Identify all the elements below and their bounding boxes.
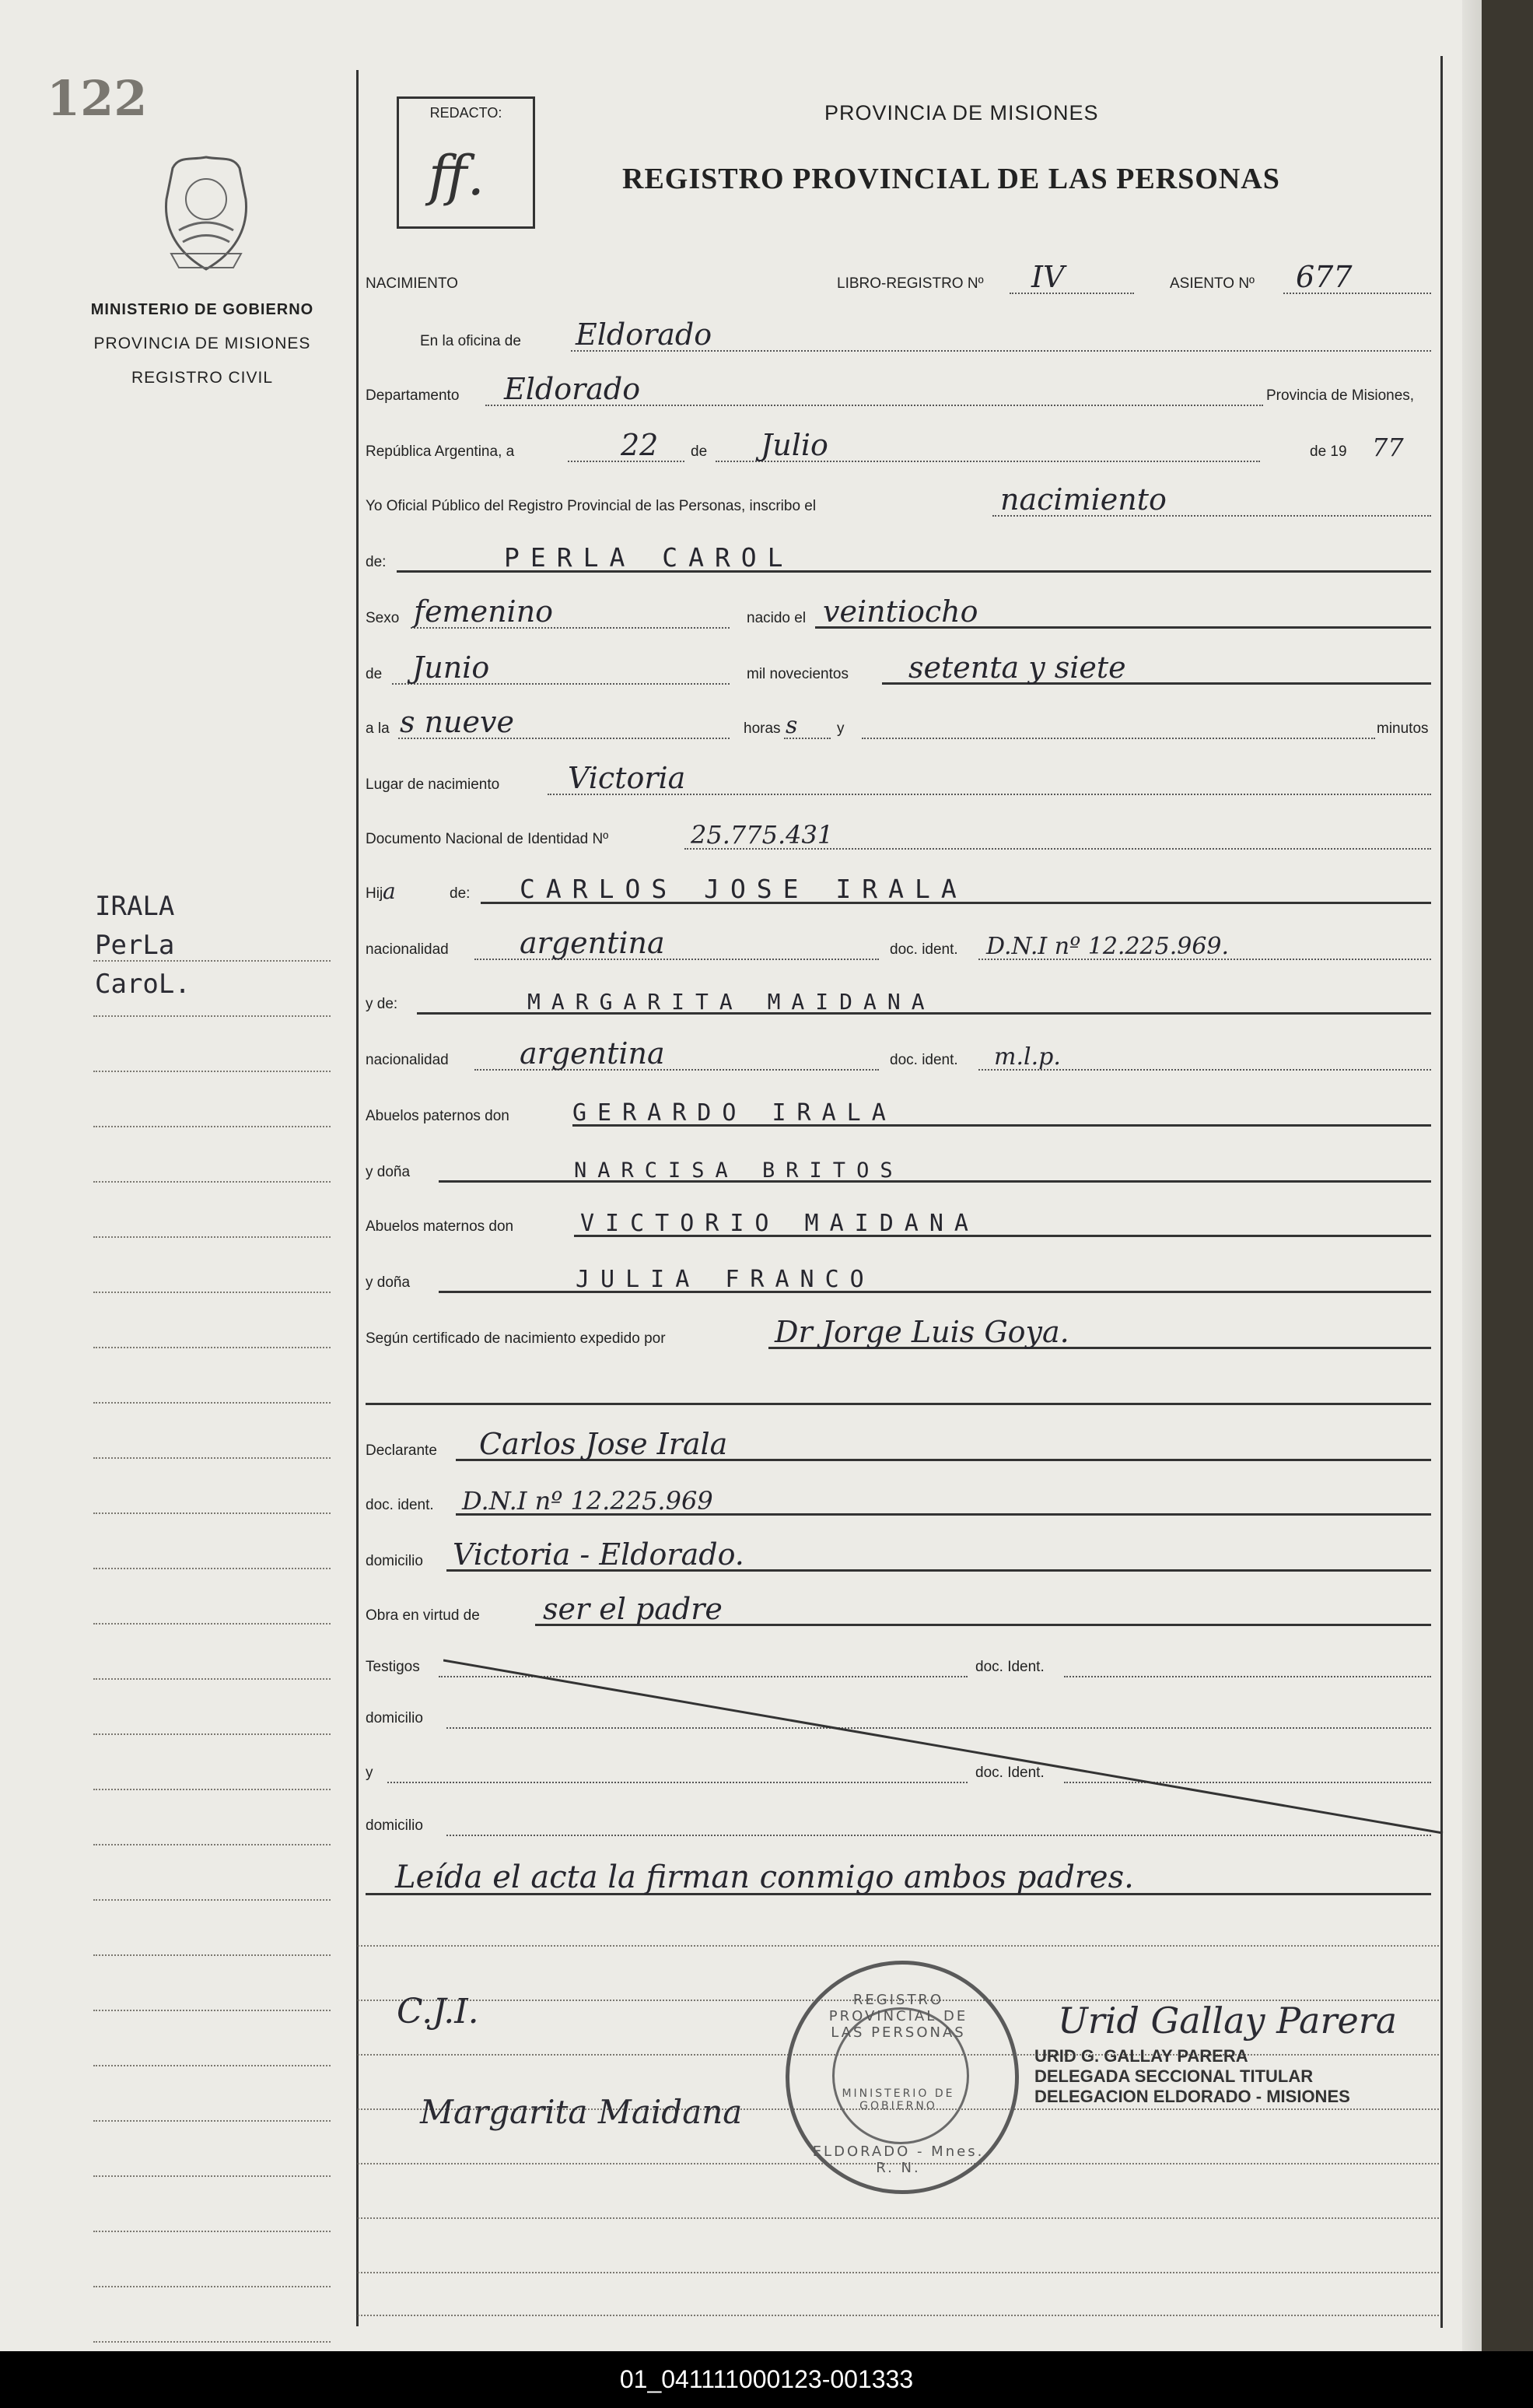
hija-suffix: a [383, 878, 396, 904]
y-label: y [837, 720, 845, 737]
dni-value: 25.775.431 [691, 820, 834, 850]
domicilio-value: Victoria - Eldorado. [453, 1537, 744, 1572]
margin-line [93, 1459, 331, 1514]
margin-line [93, 2122, 331, 2177]
declarante-value: Carlos Jose Irala [479, 1427, 728, 1461]
abuelo-mat-value: VICTORIO MAIDANA [580, 1210, 979, 1237]
dia-letras-value: veintiocho [823, 594, 978, 629]
father-signature: C.J.I. [397, 1992, 479, 2031]
obra-value: ser el padre [543, 1592, 723, 1626]
year-value: 77 [1372, 433, 1404, 462]
margin-line [93, 1238, 331, 1293]
row-leida [364, 1859, 1431, 1898]
abuelos-mat-label: Abuelos maternos don [366, 1218, 514, 1235]
margin-line [93, 1845, 331, 1901]
domicilio-label: domicilio [366, 1553, 423, 1569]
abuelos-pat-label: Abuelos paternos don [366, 1108, 509, 1124]
margin-line [93, 1790, 331, 1845]
row-declarante [364, 1428, 1431, 1464]
page-number: 122 [47, 70, 148, 127]
minutos-label: minutos [1377, 720, 1429, 737]
margin-line [93, 962, 331, 1017]
row-abuelo-mat [364, 1204, 1431, 1240]
madre-value: MARGARITA MAIDANA [527, 989, 936, 1015]
redacto-label: REDACTO: [429, 105, 502, 121]
certificado-value: Dr Jorge Luis Goya. [775, 1315, 1069, 1349]
declarante-label: Declarante [366, 1442, 437, 1459]
nacionalidad-label: nacionalidad [366, 1052, 449, 1068]
test-domicilio2-label: domicilio [366, 1817, 423, 1834]
de-mes-label: de [366, 666, 383, 682]
hija-label: Hij [366, 885, 383, 902]
horas-suffix: s [786, 712, 798, 739]
margin-ruled-lines [93, 906, 331, 2343]
republica-label: República Argentina, a [366, 443, 515, 460]
leida-text: Leída el acta la firman conmigo ambos padres. [395, 1859, 1134, 1895]
seal-bottom-text: ELDORADO - Mnes. R. N. [812, 2143, 985, 2176]
row-mes [364, 652, 1431, 688]
row-yo-oficial [364, 484, 1431, 520]
test-domicilio-label: domicilio [366, 1710, 423, 1726]
ministry-line2: PROVINCIA DE MISIONES [93, 335, 311, 352]
official-name: URID G. GALLAY PARERA [1034, 2046, 1248, 2066]
margin-line [93, 1514, 331, 1569]
official-signature: Urid Gallay Parera [1058, 2000, 1398, 2042]
row-padre [364, 871, 1431, 907]
de-label: de [691, 443, 708, 460]
testigos-label: Testigos [366, 1659, 420, 1675]
row-libro [364, 261, 1431, 297]
margin-line [93, 1735, 331, 1790]
margin-note-line: PerLa [95, 930, 175, 961]
row-name [364, 540, 1431, 576]
record-type-label: NACIMIENTO [366, 275, 458, 292]
ministry-line3: REGISTRO CIVIL [131, 369, 274, 387]
blank-line [366, 1403, 1431, 1405]
departamento-value: Eldorado [504, 372, 641, 406]
month-value: Julio [761, 428, 828, 462]
obra-label: Obra en virtud de [366, 1607, 480, 1624]
row-dni [364, 817, 1431, 853]
doc-madre-value: m.l.p. [994, 1043, 1061, 1071]
nac-madre-value: argentina [520, 1036, 665, 1071]
row-oficina [364, 319, 1431, 355]
signature-line [358, 2272, 1439, 2273]
oficina-value: Eldorado [576, 317, 712, 352]
ministry-line1: MINISTERIO DE GOBIERNO [90, 301, 314, 318]
seal-inner-text: MINISTERIO DE GOBIERNO [842, 2087, 955, 2112]
decl-doc-label: doc. ident. [366, 1497, 434, 1513]
libro-value: IV [1031, 260, 1065, 294]
official-stamp [1034, 2046, 1350, 2107]
margin-line [93, 1017, 331, 1072]
province-crest-icon [156, 152, 257, 277]
book-binding [1482, 0, 1533, 2351]
row-obra [364, 1593, 1431, 1629]
registry-seal-text [809, 1992, 988, 2176]
margin-note-line: CaroL. [95, 969, 191, 1000]
row-decl-doc [364, 1483, 1431, 1519]
row-abuelo-pat [364, 1094, 1431, 1130]
hora-value: s nueve [400, 705, 514, 739]
margin-divider [356, 70, 359, 2326]
test-doc2-label: doc. Ident. [975, 1765, 1045, 1781]
margin-line [93, 1569, 331, 1625]
signature-line [358, 2217, 1439, 2219]
row-hora [364, 706, 1431, 742]
margin-line [93, 1072, 331, 1127]
official-office: DELEGACION ELDORADO - MISIONES [1034, 2087, 1350, 2106]
margin-line [93, 1293, 331, 1348]
redacto-box [397, 96, 535, 229]
abuela-mat-value: JULIA FRANCO [576, 1266, 875, 1293]
redacto-initials: ff. [429, 144, 485, 208]
asiento-label: ASIENTO Nº [1170, 275, 1255, 292]
margin-line [93, 2232, 331, 2287]
anio-value: setenta y siete [908, 650, 1126, 685]
test-doc-label: doc. Ident. [975, 1659, 1045, 1675]
oficina-label: En la oficina de [420, 333, 521, 349]
ministry-block [62, 293, 342, 395]
header-registry: REGISTRO PROVINCIAL DE LAS PERSONAS [622, 163, 1280, 195]
row-fecha [364, 429, 1431, 465]
nacido-label: nacido el [747, 610, 807, 626]
seal-text: REGISTRO PROVINCIAL DE LAS PERSONAS [828, 1992, 968, 2041]
row-nac-padre [364, 927, 1431, 963]
official-title: DELEGADA SECCIONAL TITULAR [1034, 2066, 1314, 2086]
doc-padre-value: D.N.I nº 12.225.969. [986, 933, 1230, 960]
header-province: PROVINCIA DE MISIONES [824, 101, 1099, 124]
margin-line [93, 2011, 331, 2066]
horas-line [784, 738, 831, 739]
image-id-footer: 01_041111000123-001333 [0, 2351, 1533, 2408]
day-value: 22 [621, 428, 659, 462]
margin-line [93, 2287, 331, 2343]
de-name-label: de: [366, 554, 387, 570]
nac-padre-value: argentina [520, 926, 665, 960]
hija-de-label: de: [450, 885, 471, 902]
yo-oficial-text: Yo Oficial Público del Registro Provincial de las Personas, inscribo el [366, 498, 817, 514]
row-domicilio [364, 1539, 1431, 1575]
certificado-label: Según certificado de nacimiento expedido por [366, 1330, 666, 1347]
libro-line [1010, 293, 1134, 294]
margin-line [93, 1127, 331, 1183]
padre-value: CARLOS JOSE IRALA [520, 874, 968, 904]
lugar-label: Lugar de nacimiento [366, 776, 500, 793]
decl-doc-value: D.N.I nº 12.225.969 [462, 1486, 713, 1516]
doc-ident-label: doc. ident. [890, 941, 958, 958]
margin-line [93, 1680, 331, 1735]
mother-signature: Margarita Maidana [420, 2093, 743, 2131]
y-dona-label: y doña [366, 1274, 411, 1291]
row-departamento [364, 373, 1431, 409]
row-nac-madre [364, 1038, 1431, 1074]
a-las-label: a la [366, 720, 390, 737]
mes-value: Junio [412, 650, 490, 685]
margin-note-line: IRALA [95, 891, 175, 922]
margin-line [93, 2177, 331, 2232]
margin-line [93, 1348, 331, 1404]
row-madre [364, 982, 1431, 1018]
horas-label: horas [744, 720, 781, 737]
asiento-value: 677 [1296, 260, 1353, 294]
row-abuela-mat [364, 1260, 1431, 1296]
y-de-label: y de: [366, 996, 398, 1012]
sexo-label: Sexo [366, 610, 400, 626]
row-certificado [364, 1316, 1431, 1352]
test-y-label: y [366, 1765, 373, 1781]
y-dona-label: y doña [366, 1164, 411, 1180]
minutos-line [862, 738, 1375, 739]
lugar-value: Victoria [568, 761, 686, 795]
libro-label: LIBRO-REGISTRO Nº [837, 275, 984, 292]
margin-line [93, 1956, 331, 2011]
row-sexo [364, 596, 1431, 632]
provincia-suffix: Provincia de Misiones, [1266, 387, 1415, 404]
dni-label: Documento Nacional de Identidad Nº [366, 831, 609, 847]
right-border [1440, 56, 1443, 2328]
margin-line [93, 1183, 331, 1238]
margin-line [93, 906, 331, 962]
margin-line [93, 2066, 331, 2122]
departamento-label: Departamento [366, 387, 460, 404]
sexo-value: femenino [414, 594, 554, 629]
row-abuela-pat [364, 1150, 1431, 1186]
mil-label: mil novecientos [747, 666, 849, 682]
row-lugar [364, 762, 1431, 798]
row-blank-1 [364, 1372, 1431, 1408]
abuela-pat-value: NARCISA BRITOS [574, 1158, 904, 1183]
name-value: PERLA CAROL [504, 542, 794, 573]
doc-ident-label: doc. ident. [890, 1052, 958, 1068]
abuelo-pat-value: GERARDO IRALA [572, 1099, 897, 1127]
signature-line [358, 1945, 1439, 1947]
signature-line [358, 2315, 1439, 2316]
acto-value: nacimiento [1000, 482, 1167, 517]
testigos-cross-out [443, 1657, 1447, 1844]
nacionalidad-label: nacionalidad [366, 941, 449, 958]
year-prefix: de 19 [1310, 443, 1347, 460]
margin-line [93, 1901, 331, 1956]
margin-line [93, 1625, 331, 1680]
margin-line [93, 1404, 331, 1459]
